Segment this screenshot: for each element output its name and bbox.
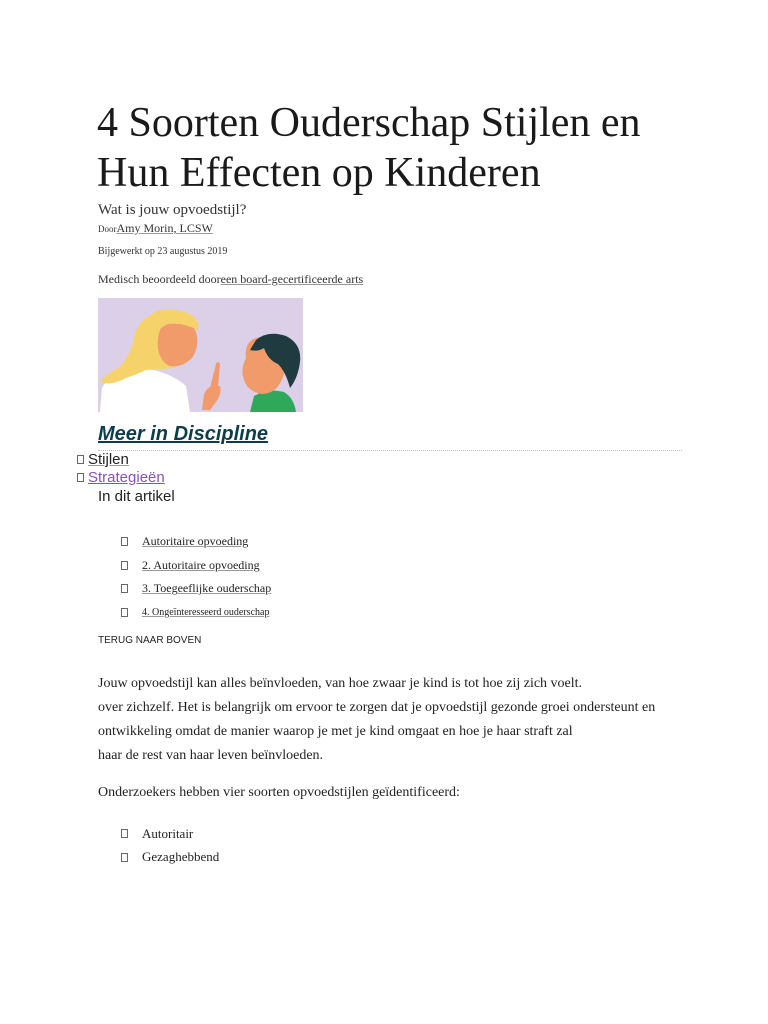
reviewer-link[interactable]: een board-gecertificeerde arts xyxy=(220,272,364,286)
toc-item-label: 2. Autoritaire opvoeding xyxy=(142,557,260,572)
toc-item[interactable] xyxy=(121,554,279,578)
checkbox-glyph-icon xyxy=(77,455,84,464)
styles-intro-paragraph: Onderzoekers hebben vier soorten opvoedstijlen geïdentificeerd: xyxy=(98,785,460,800)
article-title: 4 Soorten Ouderschap Stijlen en Hun Effecten op Kinderen xyxy=(97,100,641,196)
category-item-strategieen[interactable] xyxy=(77,469,165,486)
toc-item[interactable] xyxy=(121,577,279,601)
paragraph-line: over zichzelf. Het is belangrijk om ervoor te zorgen dat je opvoedstijl gezonde groei ondersteunt en xyxy=(98,700,656,715)
checkbox-glyph-icon xyxy=(121,829,128,838)
category-item-stijlen[interactable] xyxy=(77,451,143,468)
checkbox-glyph-icon xyxy=(121,608,128,617)
article-subtitle: Wat is jouw opvoedstijl? xyxy=(98,202,247,218)
toc-item[interactable] xyxy=(121,601,279,625)
author-link[interactable]: Amy Morin, LCSW xyxy=(116,221,213,235)
reviewed-prefix: Medisch beoordeeld door xyxy=(98,272,221,286)
toc-item[interactable] xyxy=(121,530,279,554)
list-item-label: Gezaghebbend xyxy=(142,849,220,865)
checkbox-glyph-icon xyxy=(77,473,84,482)
medical-review xyxy=(98,272,363,287)
list-item-label: Autoritair xyxy=(142,825,194,841)
paragraph-line: Jouw opvoedstijl kan alles beïnvloeden, van hoe zwaar je kind is tot hoe zij zich voelt. xyxy=(98,676,583,691)
toc-item-label: 4. Ongeïnteresseerd ouderschap xyxy=(142,606,270,618)
table-of-contents xyxy=(121,530,279,624)
list-item xyxy=(121,846,219,870)
checkbox-glyph-icon xyxy=(121,584,128,593)
paragraph-line: haar de rest van haar leven beïnvloeden. xyxy=(98,748,324,763)
byline xyxy=(98,221,213,236)
updated-date: Bijgewerkt op 23 augustus 2019 xyxy=(98,246,228,257)
paragraph-line: ontwikkeling omdat de manier waarop je met je kind omgaat en hoe je haar straft zal xyxy=(98,724,573,739)
byline-prefix: Door xyxy=(98,224,117,234)
toc-item-label: Autoritaire opvoeding xyxy=(142,534,249,549)
toc-heading: In dit artikel xyxy=(98,488,175,505)
category-item-label: Stijlen xyxy=(88,451,129,468)
parenting-styles-list xyxy=(121,822,219,869)
back-to-top-link[interactable]: TERUG NAAR BOVEN xyxy=(98,635,202,646)
category-item-label: Strategieën xyxy=(88,469,165,486)
list-item xyxy=(121,822,219,846)
section-divider xyxy=(98,450,682,451)
checkbox-glyph-icon xyxy=(121,561,128,570)
checkbox-glyph-icon xyxy=(121,853,128,862)
category-heading[interactable]: Meer in Discipline xyxy=(98,423,269,445)
intro-paragraph xyxy=(98,672,718,768)
hero-illustration xyxy=(98,298,303,412)
checkbox-glyph-icon xyxy=(121,537,128,546)
toc-item-label: 3. Toegeeflijke ouderschap xyxy=(142,581,272,596)
